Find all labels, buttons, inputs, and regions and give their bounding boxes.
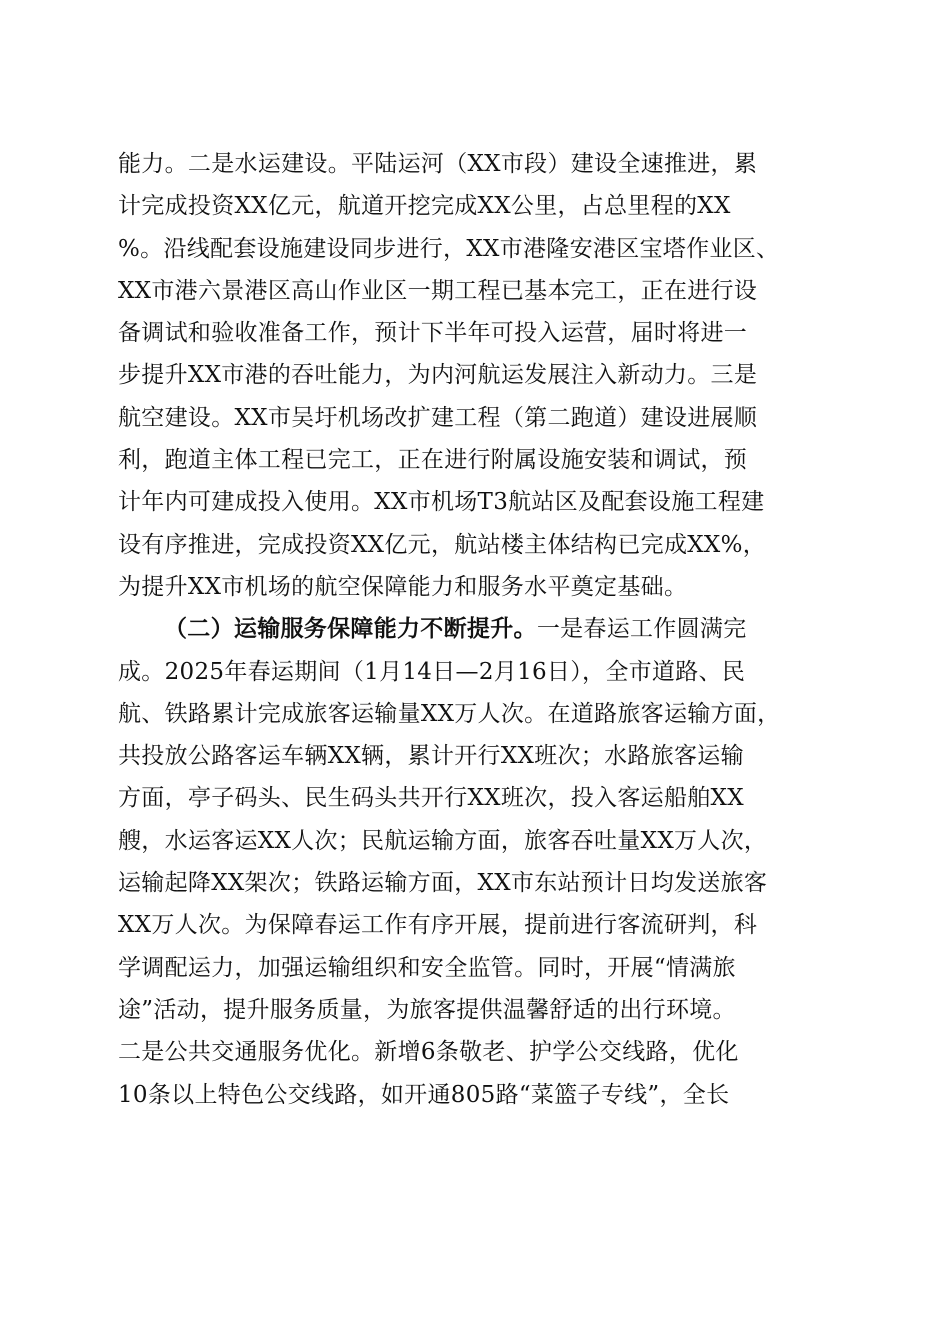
text-line: 设有序推进，完成投资XX亿元，航站楼主体结构已完成XX%， <box>118 531 767 558</box>
text-line: 航、铁路累计完成旅客运输量XX万人次。在道路旅客运输方面， <box>118 700 781 727</box>
text-line: 途”活动，提升服务质量，为旅客提供温馨舒适的出行环境。 <box>118 996 736 1023</box>
section-heading: （二）运输服务保障能力不断提升。 <box>164 615 537 643</box>
text-line: 10条以上特色公交线路，如开通805路“菜篮子专线”，全长 <box>118 1081 730 1108</box>
text-line: 艘，水运客运XX人次；民航运输方面，旅客吞吐量XX万人次， <box>118 827 768 854</box>
text-line: 能力。二是水运建设。平陆运河（XX市段）建设全速推进，累 <box>118 151 758 177</box>
text-line: 成。2025年春运期间（1月14日—2月16日），全市道路、民 <box>118 658 746 685</box>
text-line: 利，跑道主体工程已完工，正在进行附属设施安装和调试，预 <box>118 447 748 474</box>
text-line: 二是公共交通服务优化。新增6条敬老、护学公交线路，优化 <box>118 1039 739 1066</box>
section-heading-line <box>118 608 834 650</box>
text-line: 为提升XX市机场的航空保障能力和服务水平奠定基础。 <box>118 573 688 600</box>
text-line: 方面，亭子码头、民生码头共开行XX班次，投入客运船舶XX <box>118 785 744 812</box>
text-line: 计年内可建成投入使用。XX市机场T3航站区及配套设施工程建 <box>118 489 765 516</box>
document-page <box>118 143 834 1116</box>
text-line: 步提升XX市港的吞吐能力，为内河航运发展注入新动力。三是 <box>118 362 758 389</box>
text-line: %。沿线配套设施建设同步进行，XX市港隆安港区宝塔作业区、 <box>118 235 780 262</box>
text-line: 学调配运力，加强运输组织和安全监管。同时，开展“情满旅 <box>118 954 736 981</box>
text-line: XX万人次。为保障春运工作有序开展，提前进行客流研判，科 <box>118 912 758 939</box>
text-line: 备调试和验收准备工作，预计下半年可投入运营，届时将进一 <box>118 320 748 347</box>
text-line: 共投放公路客运车辆XX辆，累计开行XX班次；水路旅客运输 <box>118 743 744 770</box>
section-heading-continuation: 一是春运工作圆满完 <box>536 616 747 643</box>
text-line: XX市港六景港区高山作业区一期工程已基本完工，正在进行设 <box>118 277 758 304</box>
text-line: 计完成投资XX亿元，航道开挖完成XX公里，占总里程的XX <box>118 193 731 220</box>
text-line: 航空建设。XX市吴圩机场改扩建工程（第二跑道）建设进展顺 <box>118 404 758 431</box>
text-line: 运输起降XX架次；铁路运输方面，XX市东站预计日均发送旅客 <box>118 870 768 897</box>
